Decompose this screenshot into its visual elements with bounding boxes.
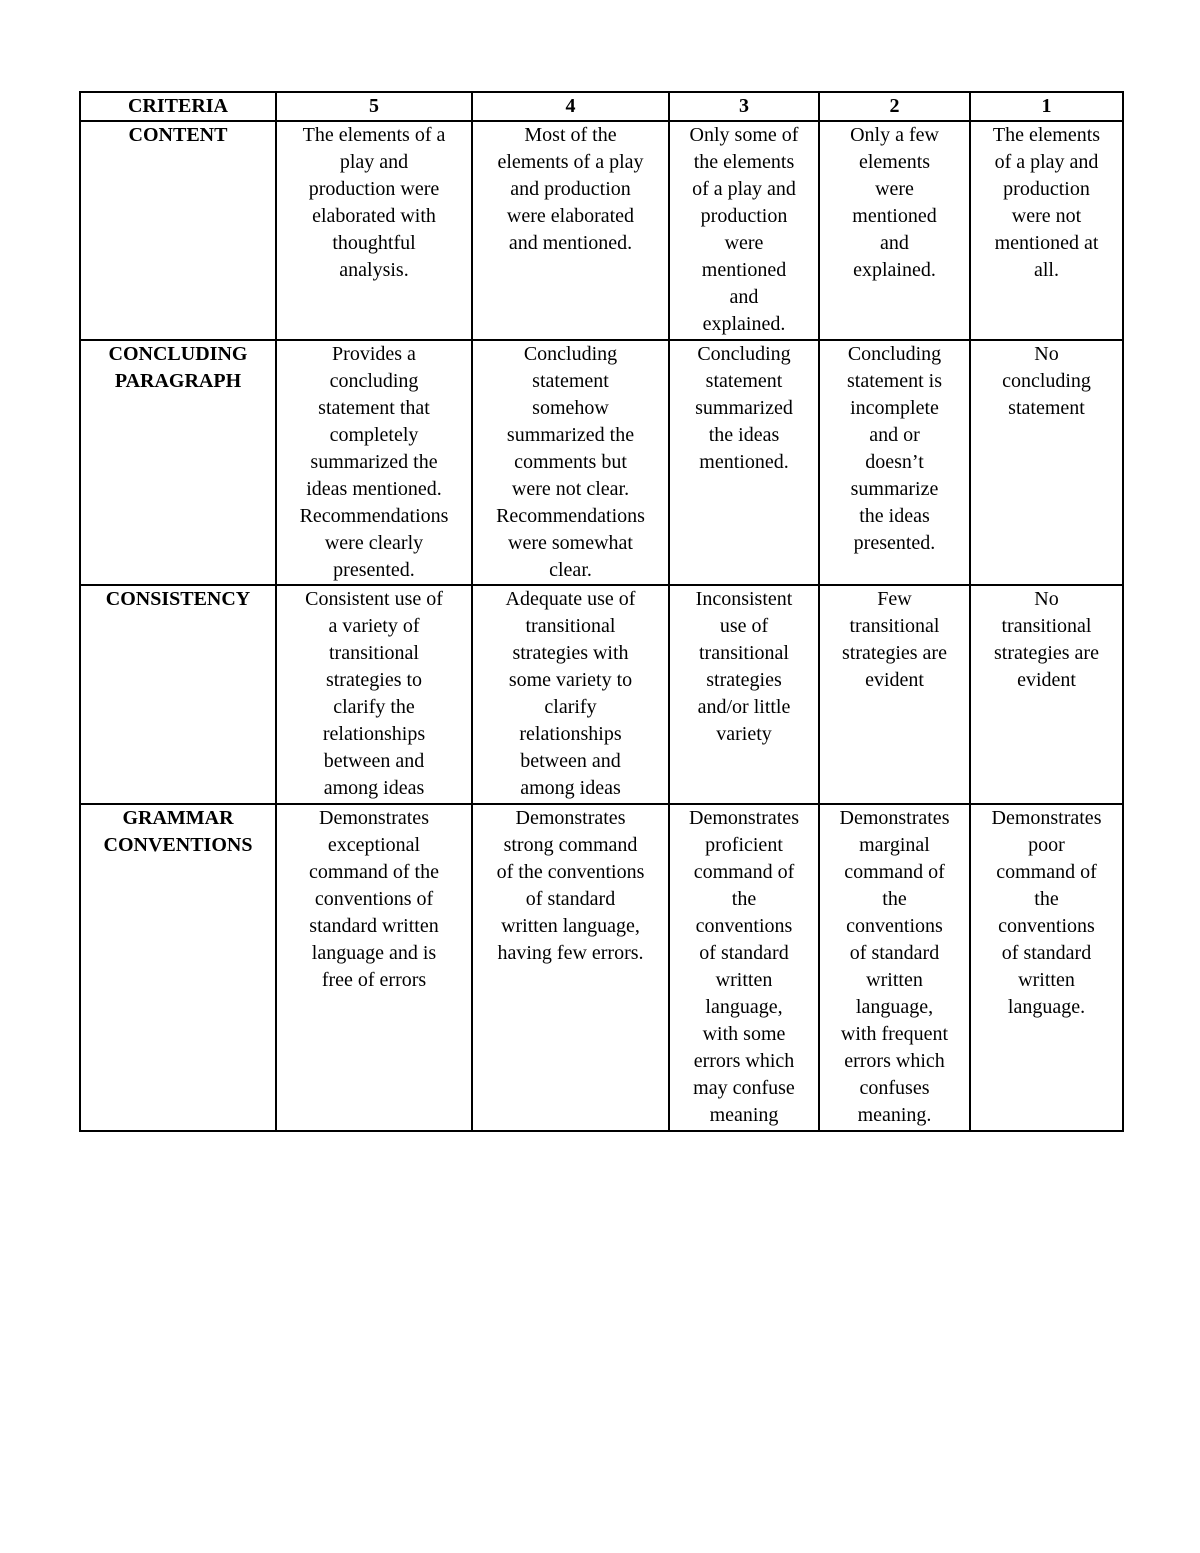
table-cell bbox=[970, 340, 1123, 585]
cell-text: Only a few elements were mentioned and explained. bbox=[850, 124, 939, 281]
table-cell bbox=[472, 340, 669, 585]
table-cell bbox=[669, 585, 819, 804]
cell-text: Consistent use of a variety of transitional strategies to clarify the relationships between and among ideas bbox=[305, 588, 443, 799]
cell-text: Concluding statement summarized the ideas mentioned. bbox=[695, 343, 793, 473]
header-score-1: 1 bbox=[970, 92, 1123, 121]
rubric-table bbox=[79, 91, 1124, 1132]
table-cell bbox=[276, 585, 472, 804]
table-cell bbox=[669, 121, 819, 340]
table-cell bbox=[472, 585, 669, 804]
table-row bbox=[80, 121, 1123, 340]
criteria-label: GRAMMAR CONVENTIONS bbox=[103, 807, 253, 856]
cell-text: Demonstrates marginal command of the conventions of standard written language, with frequent errors which confuses meaning. bbox=[839, 807, 950, 1126]
cell-text: Demonstrates strong command of the conventions of standard written language, having few errors. bbox=[496, 807, 645, 964]
header-score-3: 3 bbox=[669, 92, 819, 121]
cell-text: Only some of the elements of a play and production were mentioned and explained. bbox=[689, 124, 799, 335]
table-cell bbox=[472, 121, 669, 340]
table-cell bbox=[669, 340, 819, 585]
table-row bbox=[80, 340, 1123, 585]
cell-text: The elements of a play and production were elaborated with thoughtful analysis. bbox=[302, 124, 446, 281]
cell-text: Most of the elements of a play and production were elaborated and mentioned. bbox=[497, 124, 644, 254]
criteria-label: CONTENT bbox=[128, 124, 228, 146]
table-cell bbox=[819, 340, 970, 585]
header-row bbox=[80, 92, 1123, 121]
criteria-content bbox=[80, 121, 276, 340]
cell-text: Concluding statement somehow summarized the comments but were not clear. Recommendations were somewhat clear. bbox=[496, 343, 645, 581]
cell-text: No concluding statement bbox=[1002, 343, 1091, 419]
criteria-label: CONSISTENCY bbox=[105, 588, 251, 610]
table-row bbox=[80, 804, 1123, 1131]
table-cell bbox=[970, 804, 1123, 1131]
cell-text: Inconsistent use of transitional strategies and/or little variety bbox=[695, 588, 793, 745]
cell-text: The elements of a play and production were not mentioned at all. bbox=[992, 124, 1101, 281]
table-cell bbox=[819, 121, 970, 340]
cell-text: Concluding statement is incomplete and or doesn’t summarize the ideas presented. bbox=[847, 343, 942, 554]
table-cell bbox=[970, 121, 1123, 340]
table-cell bbox=[669, 804, 819, 1131]
table-cell bbox=[276, 340, 472, 585]
criteria-grammar-conventions bbox=[80, 804, 276, 1131]
table-cell bbox=[819, 804, 970, 1131]
header-score-5: 5 bbox=[276, 92, 472, 121]
table-cell bbox=[472, 804, 669, 1131]
table-cell bbox=[819, 585, 970, 804]
table-row bbox=[80, 585, 1123, 804]
criteria-concluding-paragraph bbox=[80, 340, 276, 585]
header-score-2: 2 bbox=[819, 92, 970, 121]
cell-text: Adequate use of transitional strategies with some variety to clarify relationships between and among ideas bbox=[505, 588, 636, 799]
table-cell bbox=[970, 585, 1123, 804]
header-score-4: 4 bbox=[472, 92, 669, 121]
criteria-label: CONCLUDING PARAGRAPH bbox=[108, 343, 248, 392]
cell-text: Demonstrates exceptional command of the conventions of standard written language and is free of errors bbox=[309, 807, 439, 991]
table-cell bbox=[276, 804, 472, 1131]
cell-text: No transitional strategies are evident bbox=[994, 588, 1099, 691]
header-criteria: CRITERIA bbox=[80, 92, 276, 121]
cell-text: Demonstrates proficient command of the conventions of standard written language, with some errors which may confuse meaning bbox=[689, 807, 799, 1126]
cell-text: Provides a concluding statement that completely summarized the ideas mentioned. Recommendations were clearly presented. bbox=[299, 343, 449, 581]
criteria-consistency bbox=[80, 585, 276, 804]
cell-text: Demonstrates poor command of the conventions of standard written language. bbox=[991, 807, 1102, 1018]
cell-text: Few transitional strategies are evident bbox=[842, 588, 947, 691]
table-cell bbox=[276, 121, 472, 340]
